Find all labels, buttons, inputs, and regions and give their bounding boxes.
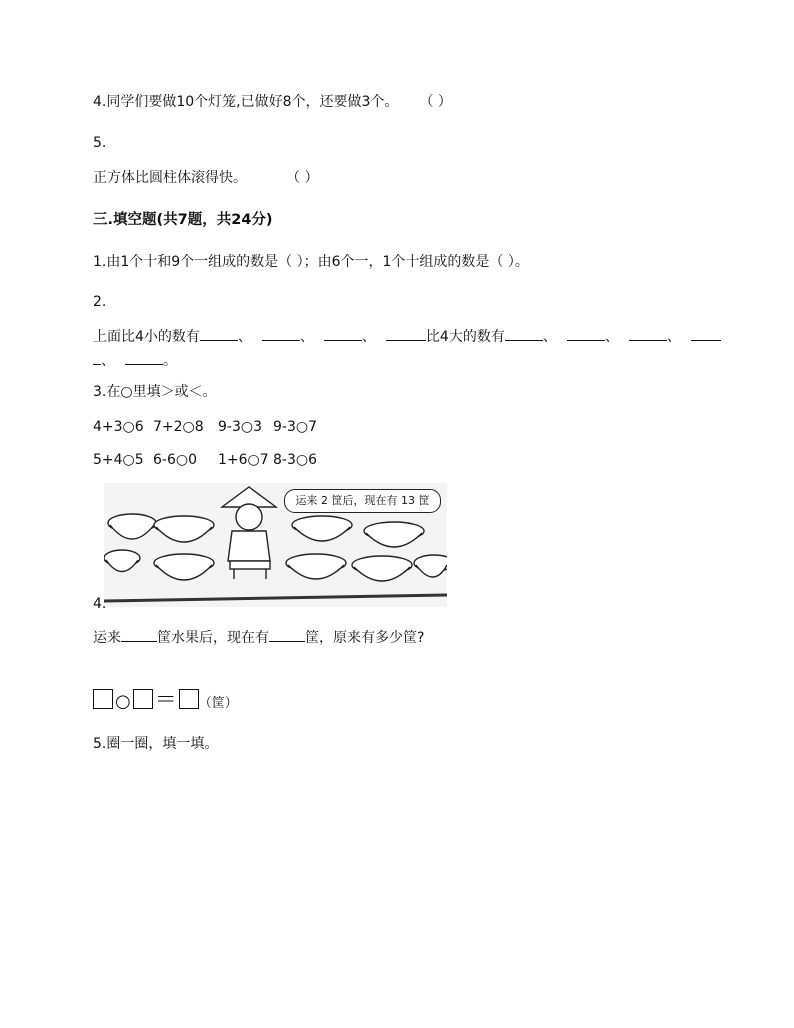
fill-q3-row1 bbox=[93, 417, 317, 437]
judge-q5-number: 5. bbox=[93, 135, 107, 151]
blank-greater-3[interactable] bbox=[629, 326, 667, 341]
compare-item[interactable]: 1+6○7 bbox=[218, 452, 269, 468]
equation-box-1[interactable] bbox=[93, 689, 113, 709]
blank-less-2[interactable] bbox=[262, 326, 300, 341]
blank-now[interactable] bbox=[269, 627, 305, 642]
operator-circle[interactable]: ○ bbox=[115, 691, 131, 712]
fill-q2-end: 。 bbox=[163, 353, 177, 369]
fill-q2-prefix: 上面比4小的数有 bbox=[93, 329, 200, 345]
equation-box-3[interactable] bbox=[179, 689, 199, 709]
equation-box-2[interactable] bbox=[133, 689, 153, 709]
separator: 、 bbox=[101, 353, 115, 369]
judge-q5-answer-paren[interactable]: （ ） bbox=[293, 170, 319, 186]
fill-q4-text bbox=[93, 627, 424, 648]
judge-q5 bbox=[93, 168, 318, 188]
blank-greater-5[interactable] bbox=[125, 350, 163, 365]
fill-q3-title: 3.在○里填＞或＜。 bbox=[93, 384, 217, 400]
blank-greater-4[interactable] bbox=[691, 326, 721, 341]
compare-item[interactable]: 9-3○7 bbox=[273, 419, 317, 435]
fruit-baskets-illustration bbox=[104, 483, 447, 607]
compare-item[interactable]: 4+3○6 bbox=[93, 419, 144, 435]
fill-q5: 5.圈一圈，填一填。 bbox=[93, 736, 219, 752]
fill-q4-text-c: 筐，原来有多少筐? bbox=[305, 630, 425, 646]
unit-label: （筐） bbox=[198, 696, 238, 711]
fill-q2-line1 bbox=[93, 326, 721, 347]
blank-greater-1[interactable] bbox=[505, 326, 543, 341]
compare-item[interactable]: 6-6○0 bbox=[153, 452, 197, 468]
compare-item[interactable]: 9-3○3 bbox=[218, 419, 262, 435]
separator: 、 bbox=[604, 329, 619, 345]
separator: 、 bbox=[299, 329, 314, 345]
equation-template bbox=[93, 688, 238, 717]
compare-item[interactable]: 7+2○8 bbox=[153, 419, 204, 435]
fill-q4-text-b: 筐水果后，现在有 bbox=[157, 630, 269, 646]
fill-q1: 1.由1个十和9个一组成的数是（ ）；由6个一，1个十组成的数是（ ）。 bbox=[93, 254, 529, 270]
blank-less-4[interactable] bbox=[386, 326, 426, 341]
fill-q3-row2 bbox=[93, 450, 317, 470]
judge-q5-text: 正方体比圆柱体滚得快。 bbox=[93, 170, 247, 186]
blank-added[interactable] bbox=[121, 627, 157, 642]
section-3-title: 三.填空题(共7题，共24分) bbox=[93, 212, 273, 228]
blank-less-3[interactable] bbox=[324, 326, 362, 341]
fill-q2-mid: 比4大的数有 bbox=[425, 329, 505, 345]
fill-q2-line2 bbox=[93, 350, 177, 371]
blank-less-1[interactable] bbox=[200, 326, 238, 341]
blank-greater-4-cont[interactable] bbox=[93, 350, 101, 365]
judge-q4 bbox=[93, 92, 452, 112]
separator: 、 bbox=[542, 329, 557, 345]
fill-q2-number: 2. bbox=[93, 294, 107, 310]
fill-q4-number: 4. bbox=[93, 596, 107, 612]
separator: 、 bbox=[666, 329, 681, 345]
judge-q4-answer-paren[interactable]: （ ） bbox=[426, 94, 452, 110]
fill-q4-text-a: 运来 bbox=[93, 630, 121, 646]
compare-item[interactable]: 5+4○5 bbox=[93, 452, 144, 468]
speech-bubble: 运来 2 筐后，现在有 13 筐 bbox=[284, 489, 441, 513]
separator: 、 bbox=[361, 329, 376, 345]
blank-greater-2[interactable] bbox=[567, 326, 605, 341]
compare-item[interactable]: 8-3○6 bbox=[273, 452, 317, 468]
judge-q4-text: 4.同学们要做10个灯笼,已做好8个，还要做3个。 bbox=[93, 94, 399, 110]
separator: 、 bbox=[237, 329, 252, 345]
equals-sign: ＝ bbox=[154, 688, 177, 713]
